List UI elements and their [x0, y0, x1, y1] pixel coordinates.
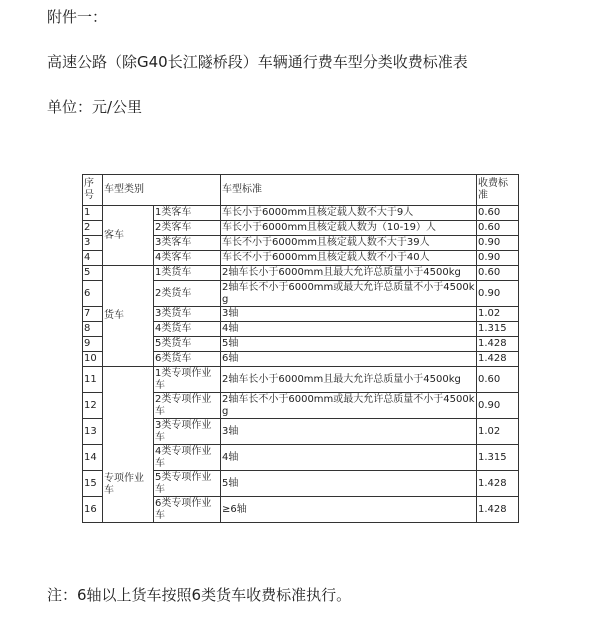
vehicle-standard: 2轴车长小于6000mm且最大允许总质量小于4500kg [221, 367, 477, 393]
vehicle-standard: 5轴 [221, 471, 477, 497]
fee-value: 0.60 [477, 266, 519, 281]
vehicle-standard: 车长小于6000mm且核定载人数为（10-19）人 [221, 221, 477, 236]
row-number: 7 [83, 307, 103, 322]
row-number: 9 [83, 337, 103, 352]
vehicle-type: 2类专项作业车 [154, 393, 221, 419]
vehicle-standard: 车长不小于6000mm且核定载人数不大于39人 [221, 236, 477, 251]
fee-value: 1.02 [477, 307, 519, 322]
fee-value: 1.315 [477, 322, 519, 337]
vehicle-standard: 2轴车长不小于6000mm或最大允许总质量不小于4500kg [222, 281, 475, 305]
vehicle-standard: 车长不小于6000mm且核定载人数不小于40人 [221, 251, 477, 266]
row-number: 11 [83, 367, 103, 393]
table-row [83, 367, 519, 393]
vehicle-standard: ≥6轴 [221, 497, 477, 523]
fee-table [82, 174, 519, 523]
row-number: 13 [83, 419, 103, 445]
fee-value: 0.60 [477, 206, 519, 221]
header-standard: 车型标准 [221, 175, 477, 206]
row-number: 14 [83, 445, 103, 471]
fee-value: 1.428 [477, 337, 519, 352]
fee-value: 1.428 [477, 471, 519, 497]
vehicle-standard: 车长小于6000mm且核定载人数不大于9人 [221, 206, 477, 221]
row-number: 3 [83, 236, 103, 251]
vehicle-type: 5类货车 [154, 337, 221, 352]
fee-value: 0.60 [477, 367, 519, 393]
row-number: 6 [83, 281, 103, 307]
row-number: 5 [83, 266, 103, 281]
vehicle-type: 3类客车 [154, 236, 221, 251]
vehicle-type: 1类货车 [154, 266, 221, 281]
table-header-row [83, 175, 519, 206]
vehicle-standard: 3轴 [221, 419, 477, 445]
vehicle-type: 5类专项作业车 [154, 471, 221, 497]
document-title: 高速公路（除G40长江隧桥段）车辆通行费车型分类收费标准表 [47, 53, 468, 71]
row-number: 15 [83, 471, 103, 497]
row-number: 12 [83, 393, 103, 419]
group-special: 专项作业车 [103, 367, 154, 523]
vehicle-standard: 2轴车长不小于6000mm或最大允许总质量不小于4500kg [222, 393, 475, 417]
vehicle-type: 2类货车 [154, 281, 221, 307]
vehicle-type: 4类货车 [154, 322, 221, 337]
fee-value: 1.315 [477, 445, 519, 471]
vehicle-type: 4类客车 [154, 251, 221, 266]
group-truck: 货车 [103, 266, 154, 367]
header-fee: 收费标准 [477, 175, 519, 206]
footnote: 注：6轴以上货车按照6类货车收费标准执行。 [47, 586, 352, 604]
vehicle-type: 6类专项作业车 [154, 497, 221, 523]
row-number: 2 [83, 221, 103, 236]
vehicle-type: 1类客车 [154, 206, 221, 221]
fee-value: 0.90 [477, 281, 519, 307]
fee-value: 0.90 [477, 236, 519, 251]
row-number: 4 [83, 251, 103, 266]
header-no: 序号 [83, 175, 103, 206]
row-number: 10 [83, 352, 103, 367]
fee-value: 1.02 [477, 419, 519, 445]
fee-value: 0.90 [477, 393, 519, 419]
row-number: 8 [83, 322, 103, 337]
fee-value: 1.428 [477, 352, 519, 367]
row-number: 16 [83, 497, 103, 523]
vehicle-standard: 5轴 [221, 337, 477, 352]
group-bus: 客车 [103, 206, 154, 266]
vehicle-type: 3类专项作业车 [154, 419, 221, 445]
vehicle-standard: 3轴 [221, 307, 477, 322]
vehicle-standard: 2轴车长小于6000mm且最大允许总质量小于4500kg [221, 266, 477, 281]
table-row [83, 206, 519, 221]
fee-value: 0.60 [477, 221, 519, 236]
unit-label: 单位：元/公里 [47, 98, 143, 116]
vehicle-type: 6类货车 [154, 352, 221, 367]
fee-value: 1.428 [477, 497, 519, 523]
vehicle-type: 2类客车 [154, 221, 221, 236]
attachment-label: 附件一： [47, 8, 108, 26]
vehicle-standard: 4轴 [221, 445, 477, 471]
vehicle-standard: 4轴 [221, 322, 477, 337]
vehicle-type: 3类货车 [154, 307, 221, 322]
fee-value: 0.90 [477, 251, 519, 266]
row-number: 1 [83, 206, 103, 221]
vehicle-type: 1类专项作业车 [154, 367, 221, 393]
table-row [83, 266, 519, 281]
header-category: 车型类别 [103, 175, 221, 206]
vehicle-standard: 6轴 [221, 352, 477, 367]
vehicle-type: 4类专项作业车 [154, 445, 221, 471]
